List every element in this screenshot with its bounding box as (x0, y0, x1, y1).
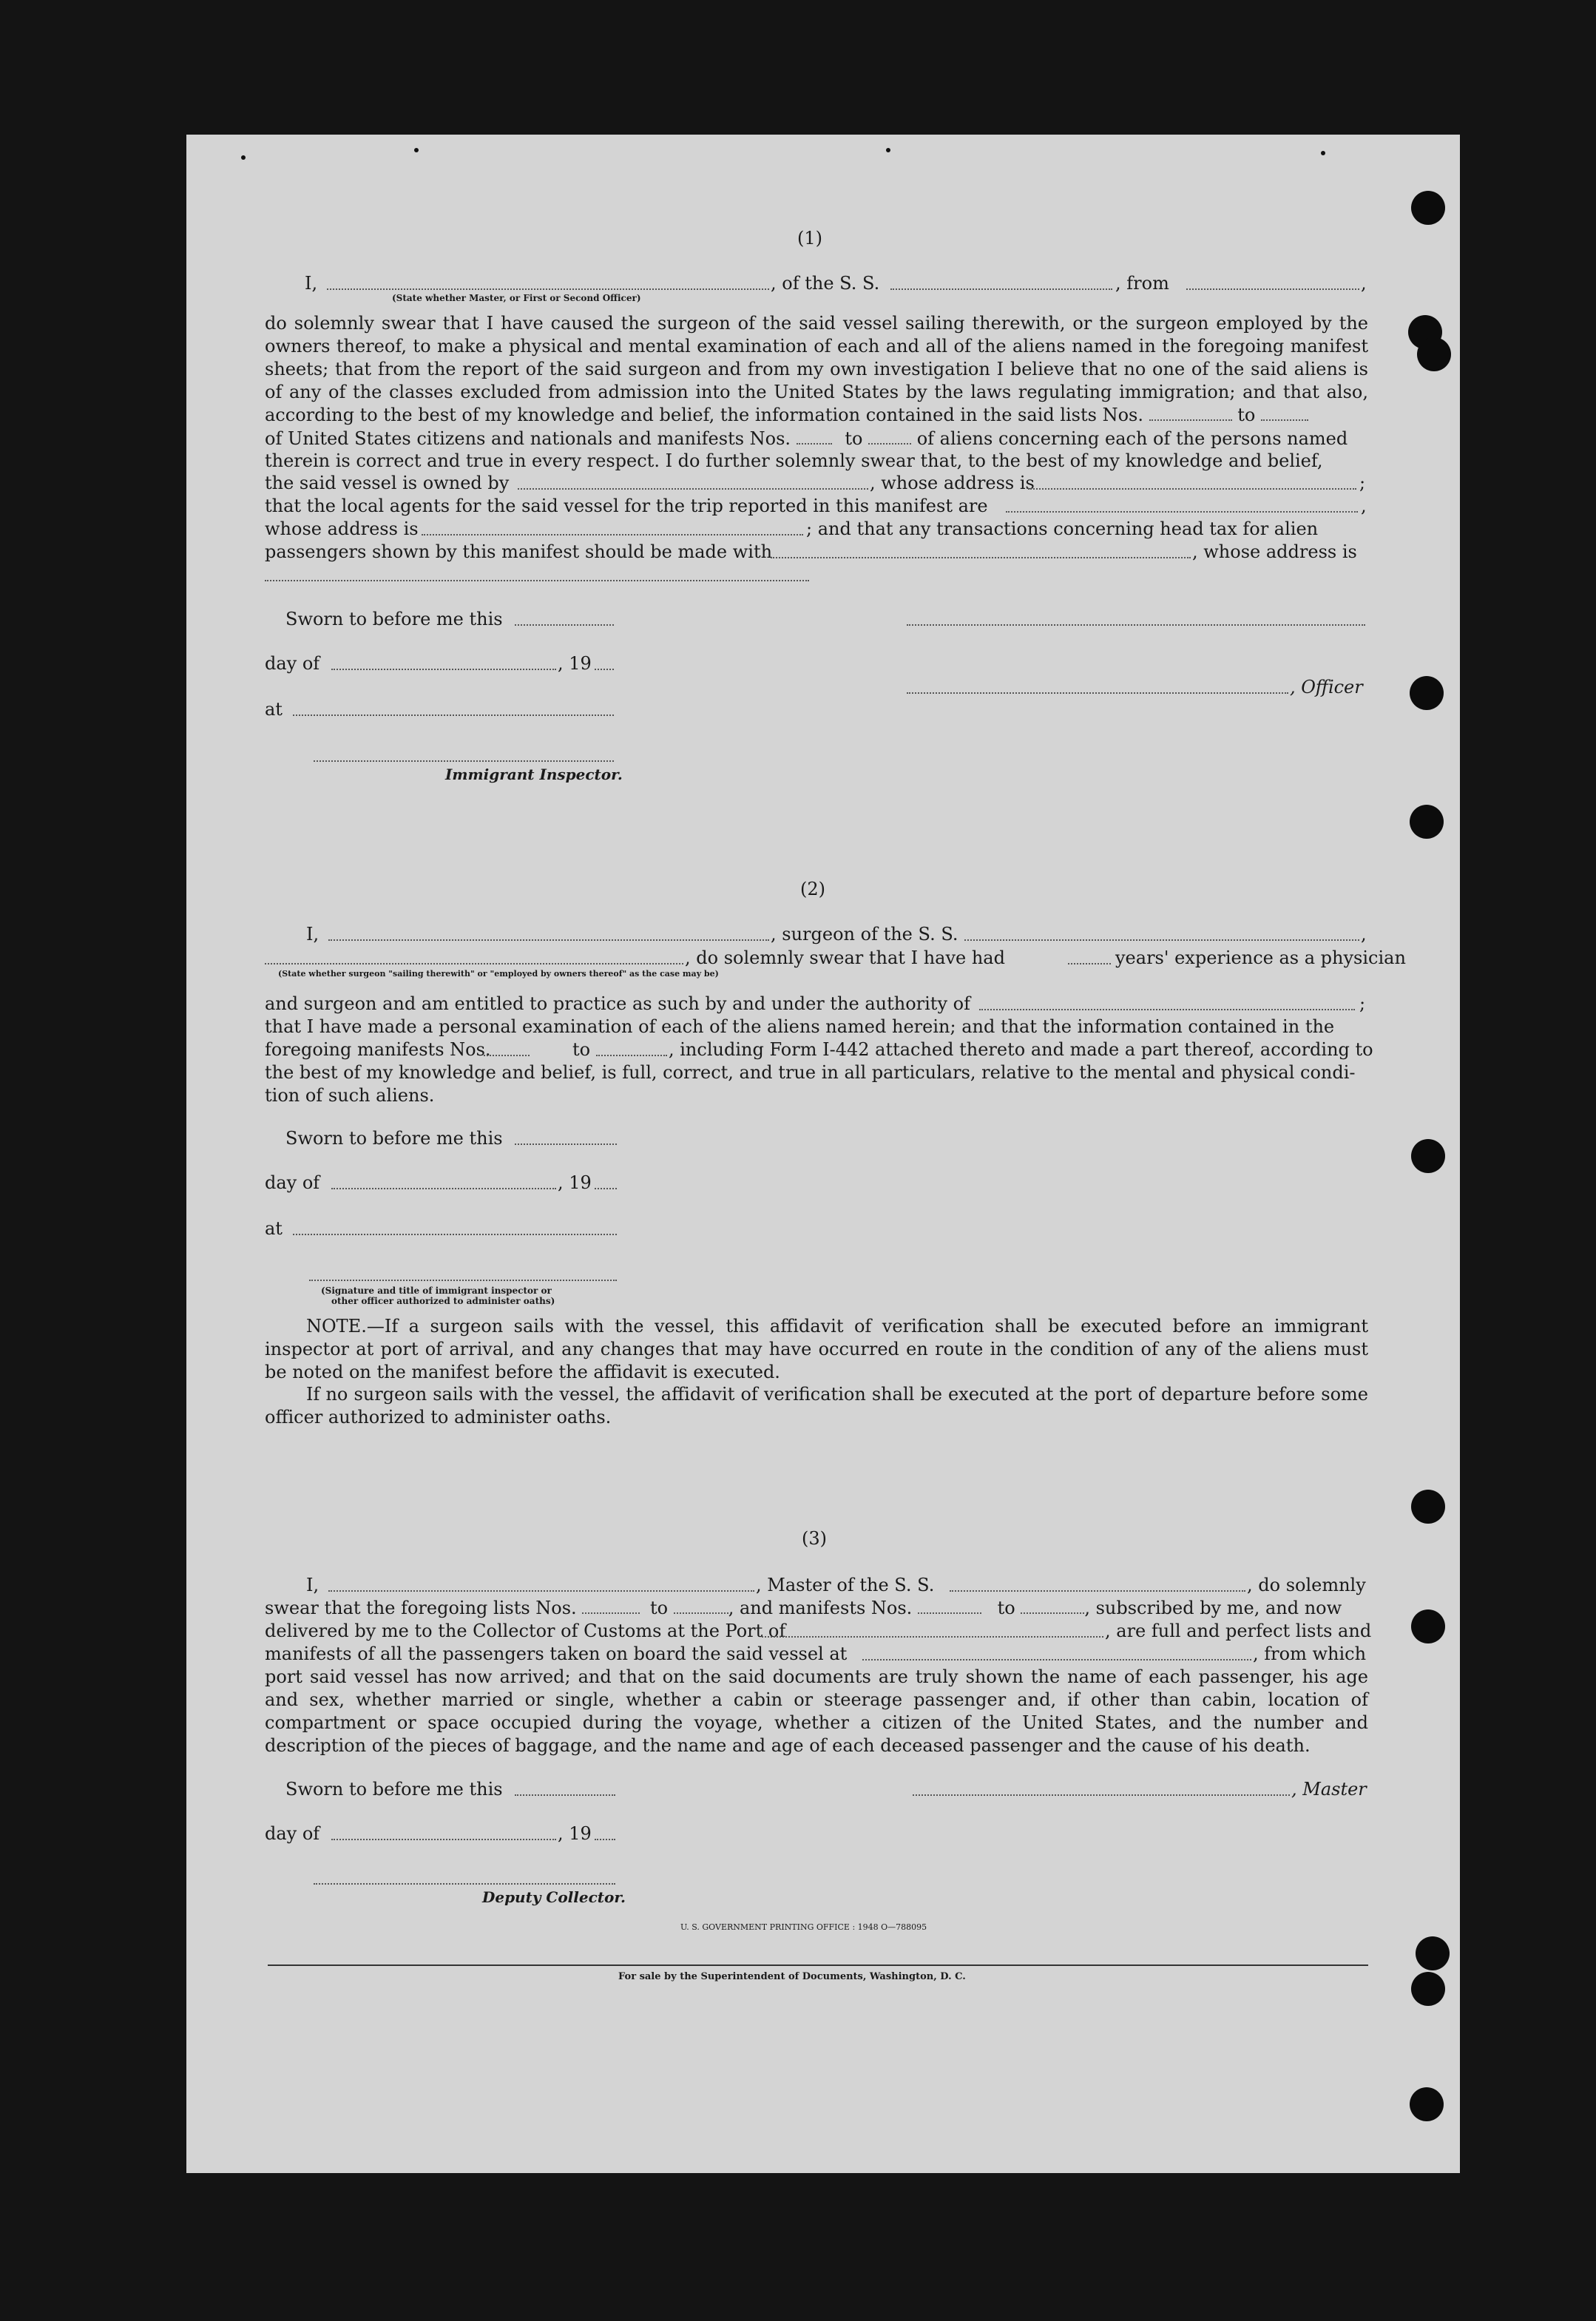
s3-year: , 19 (558, 1823, 592, 1844)
s2-to: to (572, 1039, 591, 1060)
blank-authority (979, 1009, 1355, 1010)
s3-delivered: delivered by me to the Collector of Customs at the Port of (265, 1621, 786, 1641)
blank-s3-month (331, 1839, 556, 1840)
s1-oath-paragraph: do solemnly swear that I have caused the surgeon of the said vessel sailing therewith, or the surgeon employed by the owners thereof, to make a physical and mental examination of each and all of the aliens named in the foregoing manifest sheets; that from the report of the said surgeon and from my own investigation I believe that no one of the said aliens is of any of the classes excluded from admission into the United States by the laws regulating immigration; and that also, according to the best of my knowledge and belief, the information contained in the said lists Nos. to (265, 313, 1368, 425)
s3-master: , Master (1291, 1779, 1367, 1800)
blank-s2-ship (964, 939, 1359, 941)
binder-hole (1410, 805, 1444, 839)
blank-officer (327, 288, 769, 290)
s2-day-of: day of (265, 1172, 320, 1193)
binder-hole (1417, 337, 1451, 371)
s1-officer: , Officer (1290, 677, 1363, 697)
blank-s2-nos-to (596, 1055, 667, 1056)
footer-sale: For sale by the Superintendent of Documents, Washington, D. C. (618, 1971, 966, 1982)
blank-officer-sig-1 (907, 624, 1365, 626)
section-2-heading: (2) (800, 879, 825, 899)
s1-at: at (265, 699, 283, 720)
s1-I: I, (305, 273, 318, 294)
s3-solemnly: , do solemnly (1247, 1575, 1366, 1595)
s3-perfect: , are full and perfect lists and (1105, 1621, 1372, 1641)
blank-s3-ship (950, 1590, 1245, 1592)
blank-sworn-day (515, 624, 614, 626)
binder-hole (1411, 191, 1445, 225)
s2-years: years' experience as a physician (1115, 947, 1406, 968)
s1-agents-comma: , (1361, 496, 1367, 516)
s1-of-ss: , of the S. S. (771, 273, 880, 294)
binder-hole (1410, 676, 1444, 710)
s3-manifests: manifests of all the passengers taken on board the said vessel at (265, 1643, 848, 1664)
speck (241, 155, 246, 160)
blank-s2-signature (309, 1280, 617, 1281)
section-3-heading: (3) (802, 1528, 827, 1549)
blank-head-tax-party (771, 557, 1191, 558)
s1-from: , from (1115, 273, 1169, 294)
s3-deputy-collector: Deputy Collector. (482, 1888, 626, 1906)
blank-owner-address (1028, 488, 1356, 490)
section-1-heading: (1) (797, 228, 822, 249)
s1-whose-address-2: whose address is (265, 518, 419, 539)
speck (414, 148, 419, 152)
blank-from (1186, 288, 1359, 290)
blank-month (331, 669, 556, 670)
blank-place (293, 714, 614, 716)
s1-line-correct: therein is correct and true in every respect. I do further solemnly swear that, to the best of my knowledge and belief, (265, 450, 1323, 471)
s2-surgeon-note: (State whether surgeon "sailing therewith" or "employed by owners thereof" as the case may be) (278, 969, 719, 979)
s3-master-of-ss: , Master of the S. S. (756, 1575, 935, 1595)
blank-inspector-sig (314, 760, 614, 762)
s3-from-which: , from which (1253, 1643, 1367, 1664)
blank-agents (1006, 511, 1358, 513)
blank-surgeon-name (328, 939, 769, 941)
blank-officer-sig-2 (907, 692, 1288, 694)
s1-head-tax: ; and that any transactions concerning head tax for alien (806, 518, 1319, 539)
s2-surgeon-of-ss: , surgeon of the S. S. (771, 924, 958, 945)
s2-swear: , do solemnly swear that I have had (685, 947, 1005, 968)
s2-sworn: Sworn to before me this (285, 1128, 503, 1149)
s2-foregoing: foregoing manifests Nos. (265, 1039, 491, 1060)
s2-note-paragraph: NOTE.—If a surgeon sails with the vessel, this affidavit of verification shall be executed before an immigrant inspector at port of arrival, and any changes that may have occurred en route in the condition of any of the aliens must be noted on the manifest before the affidavit is executed. (265, 1316, 1368, 1382)
s2-best: the best of my knowledge and belief, is full, correct, and true in all particulars, relative to the mental and physical condi- (265, 1062, 1356, 1083)
s1-officer-note: (State whether Master, or First or Second Officer) (392, 293, 641, 303)
s2-semicolon: ; (1359, 993, 1366, 1014)
binder-hole (1411, 1139, 1445, 1173)
blank-master-sig (913, 1794, 1290, 1796)
blank-s2-nos-from (484, 1055, 530, 1056)
s1-day-of: day of (265, 653, 320, 674)
s3-lists: swear that the foregoing lists Nos. to , and manifests Nos. to , subscribed by me, and now (265, 1598, 1342, 1618)
s1-owned-by: the said vessel is owned by (265, 473, 510, 493)
s1-whose-address: , whose address is (870, 473, 1035, 493)
s2-sig-note-1: (Signature and title of immigrant inspector or (321, 1285, 552, 1296)
blank-port (762, 1636, 1103, 1638)
binder-hole (1411, 1609, 1445, 1643)
blank-master-name (328, 1590, 754, 1592)
footer-rule (268, 1964, 1368, 1966)
s2-including: , including Form I-442 attached thereto and made a part thereof, according to (669, 1039, 1373, 1060)
s2-tion: tion of such aliens. (265, 1085, 435, 1106)
blank-ship (890, 288, 1112, 290)
blank-year (595, 669, 614, 670)
s1-line-manifests: of United States citizens and nationals and manifests Nos. to of aliens concerning each of the persons named (265, 428, 1348, 449)
blank-s2-sworn-day (515, 1143, 617, 1145)
s2-I: I, (306, 924, 319, 945)
s2-sig-note-2: other officer authorized to administer oaths) (331, 1296, 555, 1306)
s1-year: , 19 (558, 653, 592, 674)
s3-sworn: Sworn to before me this (285, 1779, 503, 1800)
s2-authority: and surgeon and am entitled to practice as such by and under the authority of (265, 993, 970, 1014)
s2-note-paragraph-2: If no surgeon sails with the vessel, the affidavit of verification shall be executed at the port of departure before some officer authorized to administer oaths. (265, 1384, 1368, 1428)
blank-port-boarded (862, 1659, 1251, 1660)
form-page (186, 135, 1460, 2173)
blank-s2-month (331, 1188, 556, 1189)
s1-agents: that the local agents for the said vessel for the trip reported in this manifest are (265, 496, 988, 516)
blank-agent-address (422, 534, 803, 536)
blank-head-tax-address (265, 580, 809, 581)
s1-whose-address-3: , whose address is (1192, 541, 1357, 562)
binder-hole (1411, 1490, 1445, 1524)
s2-examination: that I have made a personal examination of each of the aliens named herein; and that the information contained in the (265, 1016, 1335, 1037)
blank-surgeon-status (265, 963, 683, 964)
binder-hole (1416, 1936, 1450, 1970)
s1-passengers: passengers shown by this manifest should be made with (265, 541, 773, 562)
blank-years (1068, 963, 1111, 964)
s1-sworn: Sworn to before me this (285, 609, 503, 629)
s3-day-of: day of (265, 1823, 320, 1844)
s3-paragraph: port said vessel has now arrived; and that on the said documents are truly shown the name of each passenger, his age and sex, whether married or single, whether a cabin or steerage passenger and, if other than cabin, location of compartment or space occupied during the voyage, whether a citizen of the United States, and the number and description of the pieces of baggage, and the name and age of each deceased passenger and the cause of his death. (265, 1666, 1368, 1756)
blank-owner (518, 488, 868, 490)
s2-comma: , (1361, 924, 1367, 945)
s2-at: at (265, 1218, 283, 1239)
s1-semicolon: ; (1359, 473, 1366, 493)
binder-hole (1410, 2087, 1444, 2121)
s1-comma: , (1361, 273, 1367, 294)
footer-gpo: U. S. GOVERNMENT PRINTING OFFICE : 1948 O—788095 (680, 1922, 927, 1932)
binder-hole (1411, 1972, 1445, 2006)
blank-s2-place (293, 1234, 617, 1235)
s2-year: , 19 (558, 1172, 592, 1193)
blank-deputy-sig (314, 1883, 615, 1885)
blank-s3-year (595, 1839, 615, 1840)
s3-I: I, (306, 1575, 319, 1595)
s1-immigrant-inspector: Immigrant Inspector. (445, 766, 623, 783)
speck (886, 148, 890, 152)
blank-s2-year (595, 1188, 617, 1189)
speck (1321, 151, 1325, 155)
blank-s3-sworn-day (515, 1794, 615, 1796)
